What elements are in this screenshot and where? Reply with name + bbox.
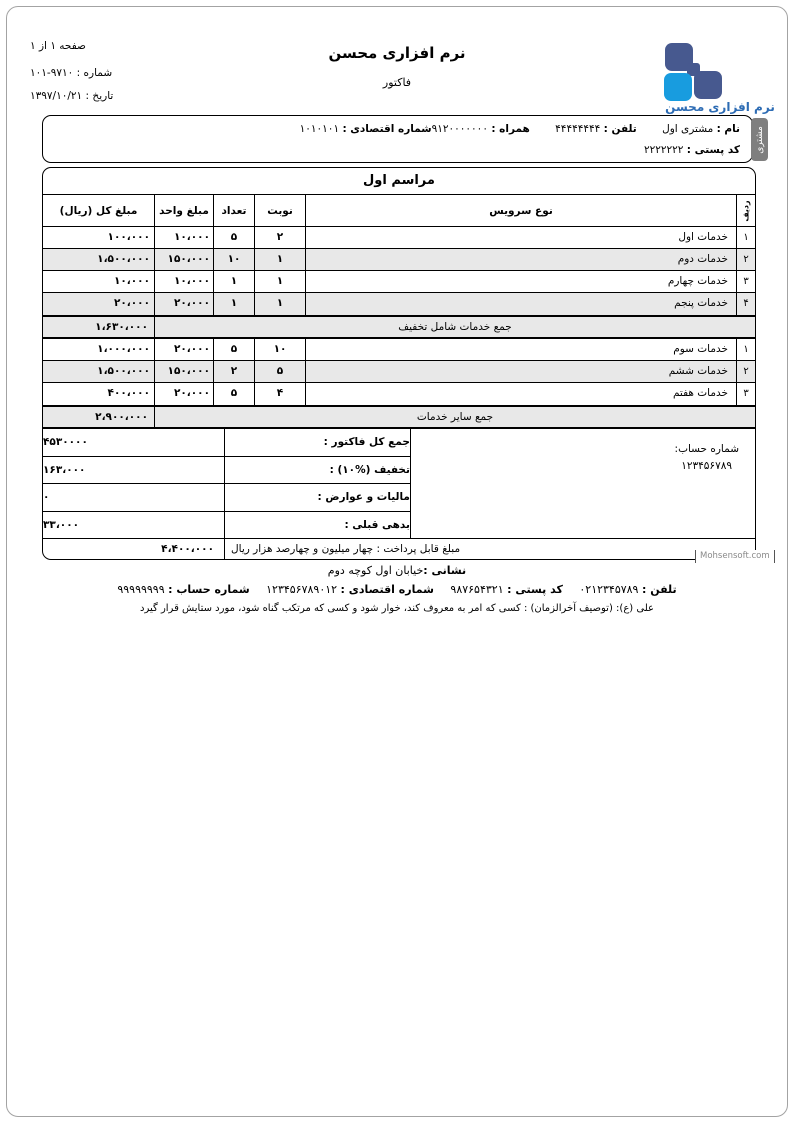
customer-tab	[751, 118, 768, 161]
logo-square-right-icon	[694, 71, 722, 99]
customer-name-label: نام :	[716, 123, 740, 135]
total-row-previous-debt	[43, 512, 410, 539]
invoice-date-value: ۱۳۹۷/۱۰/۲۱	[30, 90, 83, 102]
subtotal-row-other-services	[43, 405, 755, 429]
cell-service: خدمات چهارم	[305, 271, 736, 292]
total-label: مالیات و عوارض :	[224, 484, 409, 511]
total-label: بدهی قبلی :	[224, 512, 409, 539]
column-header-unit-price: مبلغ واحد	[154, 195, 213, 226]
cell-service: خدمات اول	[305, 227, 736, 248]
subtotal-row-discounted-services	[43, 315, 755, 339]
cell-turn: ۱	[254, 271, 305, 292]
cell-service: خدمات هفتم	[305, 383, 736, 405]
cell-turn: ۱۰	[254, 339, 305, 360]
cell-row-number: ۱	[736, 227, 755, 248]
cell-row-number: ۳	[736, 271, 755, 292]
total-value: ۴۵۳۰۰۰۰	[43, 436, 88, 449]
cell-total: ۱،۵۰۰،۰۰۰	[97, 365, 150, 377]
cell-total: ۲۰،۰۰۰	[113, 297, 150, 309]
payable-words: چهار میلیون و چهارصد هزار ریال	[231, 543, 374, 555]
cell-turn: ۲	[254, 227, 305, 248]
footer-phone-label: تلفن :	[641, 583, 677, 596]
total-label: تخفیف (%۱۰) :	[224, 457, 409, 484]
footer-phone-value: ۰۲۱۲۳۴۵۷۸۹	[579, 583, 639, 596]
total-value: ۱۶۳،۰۰۰	[43, 463, 86, 476]
cell-unit-price: ۱۰،۰۰۰	[154, 227, 213, 248]
customer-economic-label: شماره اقتصادی :	[342, 123, 432, 135]
total-value: ۰	[43, 491, 50, 504]
footer-address	[0, 564, 794, 577]
total-value: ۳۳،۰۰۰	[43, 518, 80, 531]
table-row	[43, 227, 755, 249]
footer-account-label: شماره حساب :	[168, 583, 250, 596]
column-header-service: نوع سرویس	[305, 195, 736, 226]
footer-postal-label: کد پستی :	[507, 583, 563, 596]
cell-service: خدمات ششم	[305, 361, 736, 382]
invoice-title: مراسم اول	[43, 168, 755, 195]
cell-row-number: ۲	[736, 361, 755, 382]
payable-row	[43, 539, 755, 560]
footer-economic-value: ۱۲۳۴۵۶۷۸۹۰۱۲	[266, 583, 338, 596]
account-number-label: شماره حساب:	[674, 443, 739, 455]
cell-row-number: ۴	[736, 293, 755, 315]
cell-total: ۱،۰۰۰،۰۰۰	[97, 343, 150, 355]
footer-quote: علی (ع): (توصیف آخرالزمان) : کسی که امر به معروف کند، خوار شود و کسی که مرتکب گناه شود، مورد ستایش قرار گیرد	[140, 603, 654, 614]
cell-qty: ۵	[213, 339, 254, 360]
table-row	[43, 383, 755, 405]
customer-economic-value: ۱۰۱۰۱۰۱	[299, 123, 340, 135]
cell-unit-price: ۲۰،۰۰۰	[154, 339, 213, 360]
footer-economic-label: شماره اقتصادی :	[340, 583, 434, 596]
footer-postal-value: ۹۸۷۶۵۴۳۲۱	[450, 583, 504, 596]
cell-total: ۴۰۰،۰۰۰	[107, 387, 150, 399]
subtotal-label: جمع خدمات شامل تخفیف	[154, 317, 755, 337]
cell-unit-price: ۲۰،۰۰۰	[154, 383, 213, 405]
customer-box	[42, 115, 753, 163]
customer-name-value: مشتری اول	[662, 123, 714, 135]
subtotal-label: جمع سایر خدمات	[154, 407, 755, 427]
document-type: فاکتور	[382, 76, 412, 89]
totals-rows	[43, 429, 410, 538]
payable-label: مبلغ قابل پرداخت :	[376, 543, 461, 555]
account-cell	[410, 429, 755, 538]
column-header-row-number	[736, 195, 755, 226]
invoice-number-label: شماره :	[76, 67, 113, 79]
total-label: جمع کل فاکتور :	[224, 429, 409, 456]
total-row-grand-total	[43, 429, 410, 457]
customer-tab-label: مشتری	[754, 125, 765, 154]
customer-mobile-value: ۹۱۲۰۰۰۰۰۰۰	[431, 123, 488, 135]
customer-line-2	[55, 140, 740, 161]
table-row	[43, 249, 755, 271]
table-row	[43, 361, 755, 383]
cell-service: خدمات دوم	[305, 249, 736, 270]
subtotal-value: ۲،۹۰۰،۰۰۰	[95, 411, 148, 423]
cell-qty: ۱	[213, 271, 254, 292]
logo-caption: نرم افزاری محسن	[665, 100, 775, 114]
cell-qty: ۱۰	[213, 249, 254, 270]
invoice-date-line	[30, 90, 113, 102]
invoice-number-value: ۱۰۱-۹۷۱۰	[30, 67, 74, 79]
footer-account-value: ۹۹۹۹۹۹۹۹	[117, 583, 165, 596]
payable-text	[224, 539, 755, 560]
table-header-row	[43, 195, 755, 227]
cell-qty: ۵	[213, 383, 254, 405]
table-row	[43, 271, 755, 293]
row-number-header-label: ردیف	[741, 199, 751, 222]
total-row-discount	[43, 457, 410, 485]
cell-turn: ۴	[254, 383, 305, 405]
page-info: صفحه ۱ از ۱	[30, 40, 86, 52]
cell-turn: ۱	[254, 249, 305, 270]
cell-turn: ۱	[254, 293, 305, 315]
logo-square-lightblue-icon	[664, 73, 692, 101]
cell-service: خدمات سوم	[305, 339, 736, 360]
cell-unit-price: ۱۰،۰۰۰	[154, 271, 213, 292]
subtotal-value: ۱،۶۳۰،۰۰۰	[95, 321, 148, 333]
customer-phone-value: ۴۴۴۴۴۴۴۴	[555, 123, 601, 135]
cell-qty: ۲	[213, 361, 254, 382]
footer-address-label: نشانی :	[423, 564, 467, 577]
cell-turn: ۵	[254, 361, 305, 382]
column-header-qty: تعداد	[213, 195, 254, 226]
totals-section	[43, 429, 755, 539]
cell-unit-price: ۲۰،۰۰۰	[154, 293, 213, 315]
column-header-total: مبلغ کل (ریال)	[59, 204, 138, 217]
cell-row-number: ۲	[736, 249, 755, 270]
customer-mobile-label: همراه :	[491, 123, 530, 135]
invoice-date-label: تاریخ :	[85, 90, 114, 102]
cell-total: ۱۰،۰۰۰	[113, 275, 150, 287]
customer-phone-label: تلفن :	[603, 123, 637, 135]
cell-qty: ۵	[213, 227, 254, 248]
cell-row-number: ۱	[736, 339, 755, 360]
footer-address-value: خیابان اول کوچه دوم	[327, 564, 424, 577]
account-number-value: ۱۲۳۴۵۶۷۸۹	[681, 460, 732, 472]
table-row	[43, 339, 755, 361]
cell-service: خدمات پنجم	[305, 293, 736, 315]
invoice-box	[42, 167, 756, 560]
customer-postal-label: کد پستی :	[686, 144, 740, 156]
customer-postal-value: ۲۲۲۲۲۲۲	[643, 144, 684, 156]
cell-qty: ۱	[213, 293, 254, 315]
cell-unit-price: ۱۵۰،۰۰۰	[154, 361, 213, 382]
cell-row-number: ۳	[736, 383, 755, 405]
column-header-turn: نوبت	[254, 195, 305, 226]
customer-line-1	[55, 119, 740, 140]
watermark: Mohsensoft.com	[695, 550, 775, 563]
cell-total: ۱۰۰،۰۰۰	[107, 231, 150, 243]
cell-total: ۱،۵۰۰،۰۰۰	[97, 253, 150, 265]
table-row	[43, 293, 755, 315]
footer-contact	[0, 583, 794, 596]
total-row-tax	[43, 484, 410, 512]
payable-value: ۴،۴۰۰،۰۰۰	[161, 543, 214, 555]
cell-unit-price: ۱۵۰،۰۰۰	[154, 249, 213, 270]
company-title: نرم افزاری محسن	[328, 44, 466, 62]
